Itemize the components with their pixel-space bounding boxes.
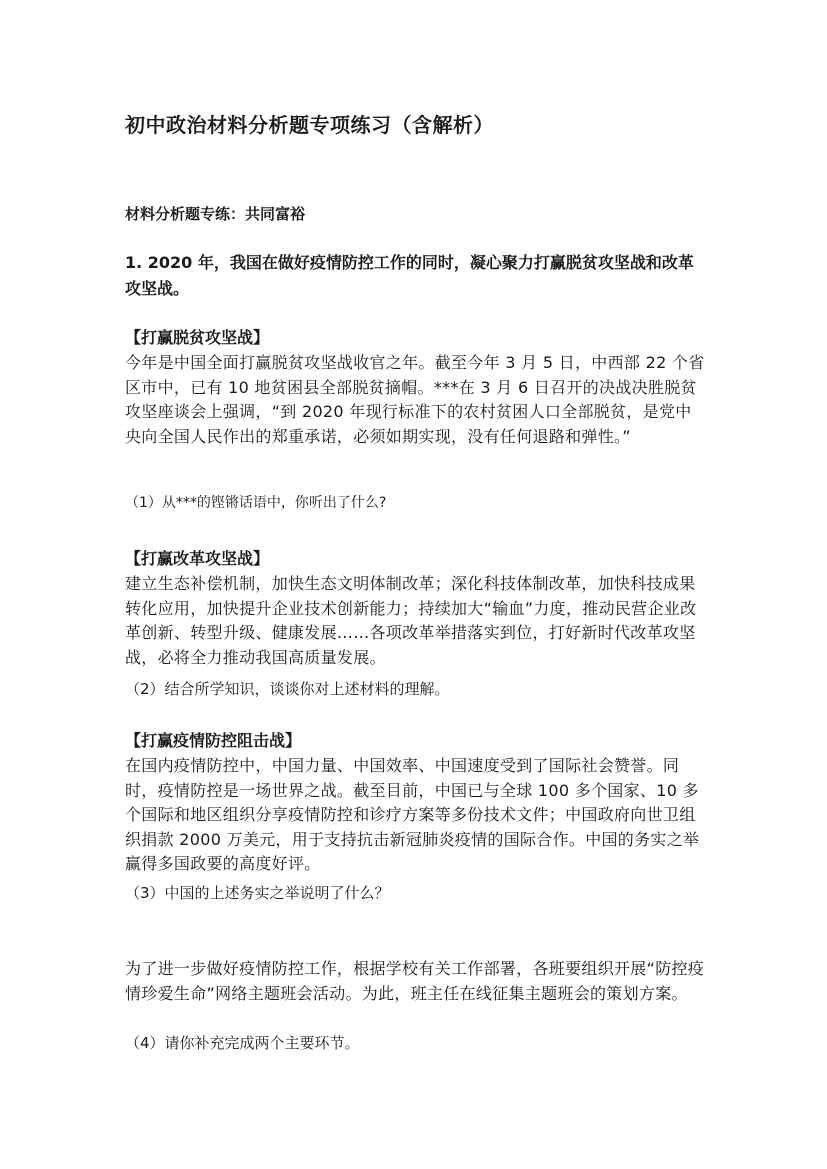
- part-2-text: 建立生态补偿机制，加快生态文明体制改革；深化科技体制改革，加快科技成果转化应用，加快提升企业技术创新能力；持续加大“输血”力度，推动民营企业改革创新、转型升级、健康发展……各项改革举措落实到位，打好新时代改革攻坚战，必将全力推动我国高质量发展。: [125, 574, 697, 667]
- part-1-text: 今年是中国全面打赢脱贫攻坚战收官之年。截至今年 3 月 5 日，中西部 22 个省区市中，已有 10 地贫困县全部脱贫摘帽。***在 3 月 6 日召开的决战决胜脱贫攻坚座谈会上强调，“到 2020 年现行标准下的农村贫困人口全部脱贫，是党中央向全国人民作出的郑重承诺，必须如期实现，没有任何退路和弹性。”: [125, 353, 705, 446]
- part-2-question: （2）结合所学知识，谈谈你对上述材料的理解。: [125, 680, 450, 698]
- part-2-heading: 【打赢改革攻坚战】: [125, 549, 270, 568]
- part-1-heading: 【打赢脱贫攻坚战】: [125, 328, 270, 347]
- part-3-question: （3）中国的上述务实之举说明了什么？: [125, 884, 390, 902]
- part-3-text: 在国内疫情防控中，中国力量、中国效率、中国速度受到了国际社会赞誉。同时，疫情防控是一场世界之战。截至目前，中国已与全球 100 多个国家、10 多个国际和地区组织分享疫情防控和诊疗方案等多份技术文件；中国政府向世卫组织捐款 2000 万美元，用于支持抗击新冠肺炎疫情的国际合作。中国的务实之举赢得多国政要的高度好评。: [125, 756, 700, 873]
- part-1-question: （1）从***的铿锵话语中，你听出了什么?: [125, 495, 387, 511]
- question-1-stem: 1. 2020 年，我国在做好疫情防控工作的同时，凝心聚力打赢脱贫攻坚战和改革攻坚战。: [125, 253, 694, 298]
- document-title: 初中政治材料分析题专项练习（含解析）: [125, 113, 494, 137]
- section-title: 材料分析题专练：共同富裕: [125, 205, 306, 223]
- closing-question: （4）请你补充完成两个主要环节。: [125, 1034, 360, 1052]
- closing-text: 为了进一步做好疫情防控工作，根据学校有关工作部署，各班要组织开展“防控疫情珍爱生命”网络主题班会活动。为此，班主任在线征集主题班会的策划方案。: [125, 959, 705, 1003]
- part-3-heading: 【打赢疫情防控阻击战】: [125, 731, 302, 750]
